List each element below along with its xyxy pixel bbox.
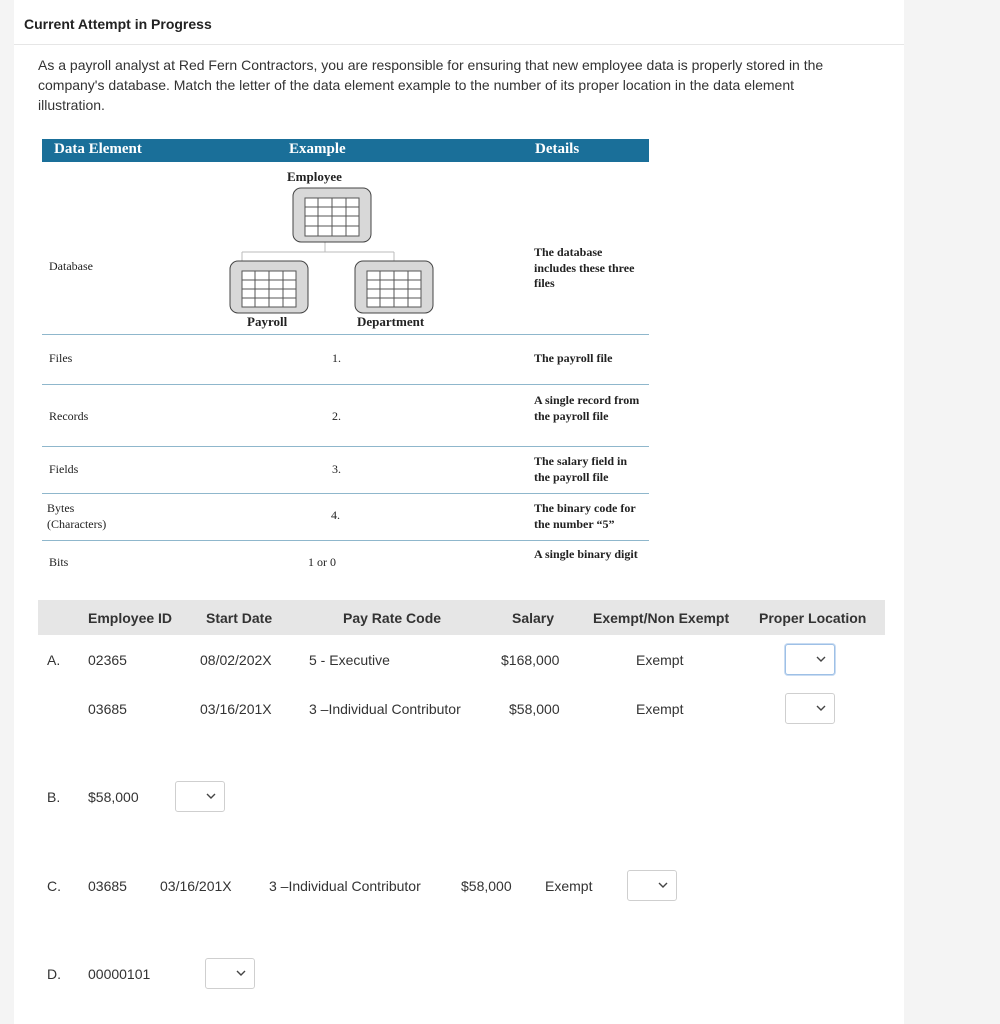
item-letter-c: C. [47,878,61,894]
item-c-code: 3 –Individual Contributor [269,878,421,894]
item-c-date: 03/16/201X [160,878,232,894]
row-rule [42,384,649,385]
attempt-title: Current Attempt in Progress [24,16,212,32]
item-letter-b: B. [47,789,61,805]
details-records: A single record from the payroll file [534,393,640,423]
item-c-id: 03685 [88,878,127,894]
location-select-a1[interactable] [785,644,835,675]
example-bytes: 4. [331,508,340,522]
row-a1-exempt: Exempt [636,652,684,668]
example-records: 2. [332,409,341,423]
row-rule [42,540,649,541]
col-pay-rate-code: Pay Rate Code [343,610,442,626]
location-select-c[interactable] [627,870,677,901]
row-a1-code: 5 - Executive [309,652,390,668]
row-rule [42,446,649,447]
chevron-down-icon [816,703,826,713]
row-a2-id: 03685 [88,701,127,717]
chevron-down-icon [816,654,826,664]
col-salary: Salary [512,610,555,626]
details-database: The database includes these three files [534,245,635,290]
diagram-employee-label: Employee [287,169,342,184]
row-a1-id: 02365 [88,652,127,668]
employee-table-header [38,600,885,635]
element-bytes: Bytes (Characters) [47,501,107,531]
location-select-a2[interactable] [785,693,835,724]
header-data-element: Data Element [54,141,142,157]
details-fields: The salary field in the payroll file [534,454,628,484]
item-d-value: 00000101 [88,966,151,982]
details-bits: A single binary digit [534,547,638,561]
location-select-b[interactable] [175,781,225,812]
example-fields: 3. [332,462,341,476]
element-bits: Bits [49,555,69,569]
header-details: Details [535,141,580,157]
item-letter-a: A. [47,652,61,668]
data-element-illustration [42,139,649,579]
col-start-date: Start Date [206,610,273,626]
payroll-table-icon [230,261,308,313]
details-bytes: The binary code for the number “5” [534,501,636,531]
col-exempt: Exempt/Non Exempt [593,610,730,626]
divider [14,44,904,45]
row-rule [42,493,649,494]
item-b-value: $58,000 [88,789,139,805]
item-c-salary: $58,000 [461,878,512,894]
element-database: Database [49,259,93,273]
chevron-down-icon [236,968,246,978]
chevron-down-icon [658,880,668,890]
example-files: 1. [332,351,341,365]
col-employee-id: Employee ID [88,610,173,626]
row-rule [42,334,649,335]
diagram-department-label: Department [357,314,425,329]
row-a2-exempt: Exempt [636,701,684,717]
diagram-payroll-label: Payroll [247,314,288,329]
question-prompt: As a payroll analyst at Red Fern Contractors, you are responsible for ensuring that new employee data is properly stored in the company's database. Match the letter of the data element example to the number of its proper location in the data element illustration. [38,57,824,113]
example-bits: 1 or 0 [308,555,336,569]
element-files: Files [49,351,73,365]
item-c-exempt: Exempt [545,878,593,894]
database-diagram [42,139,649,339]
item-letter-d: D. [47,966,61,982]
row-a2-salary: $58,000 [509,701,560,717]
row-a1-salary: $168,000 [501,652,560,668]
row-a2-date: 03/16/201X [200,701,272,717]
chevron-down-icon [206,791,216,801]
question-card [14,0,904,1024]
location-select-d[interactable] [205,958,255,989]
employee-table-icon [293,188,371,242]
element-records: Records [49,409,89,423]
col-proper-location: Proper Location [759,610,867,626]
row-a1-date: 08/02/202X [200,652,272,668]
row-a2-code: 3 –Individual Contributor [309,701,461,717]
department-table-icon [355,261,433,313]
header-example: Example [289,141,346,157]
element-fields: Fields [49,462,79,476]
details-files: The payroll file [534,351,613,365]
